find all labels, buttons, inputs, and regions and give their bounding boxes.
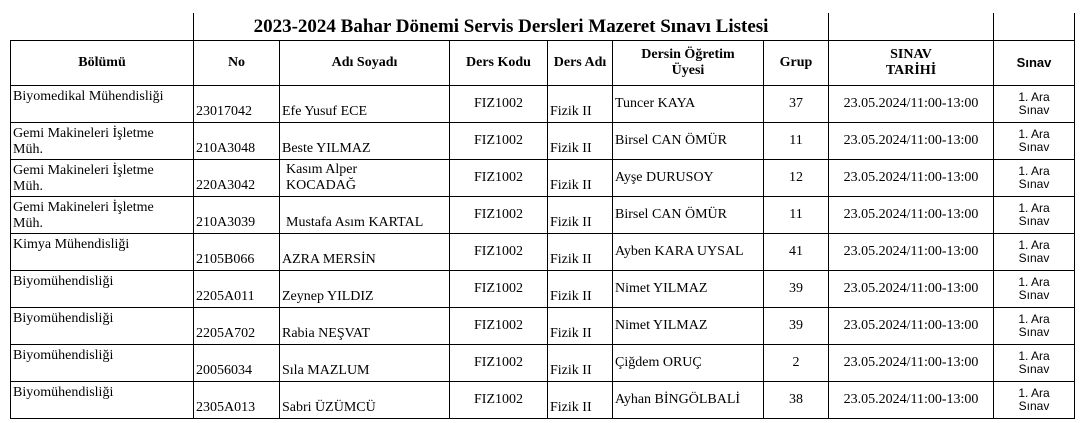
blank-cell <box>994 13 1075 41</box>
cell-no: 20056034 <box>194 345 280 382</box>
cell-ad-soyad <box>280 86 450 123</box>
cell-ad-soyad-line-1: Sıla MAZLUM <box>282 363 370 378</box>
table-row <box>11 234 1075 271</box>
cell-ders-adi: Fizik II <box>548 382 613 419</box>
cell-bolum-line-1: Biyomühendisliği <box>13 348 114 363</box>
cell-ders-adi: Fizik II <box>548 308 613 345</box>
cell-sinav-tarihi: 23.05.2024/11:00-13:00 <box>829 308 994 345</box>
blank-cell <box>11 13 194 41</box>
cell-sinav-line-2: Sınav <box>1018 325 1050 339</box>
cell-ad-soyad <box>280 197 450 234</box>
cell-ders-adi: Fizik II <box>548 123 613 160</box>
cell-sinav <box>994 86 1075 123</box>
cell-no: 2305A013 <box>194 382 280 419</box>
cell-bolum-line-2: Müh. <box>13 216 43 231</box>
cell-sinav-line-1: 1. Ara <box>1018 238 1050 252</box>
cell-ders-adi: Fizik II <box>548 160 613 197</box>
cell-bolum-line-2: Müh. <box>13 142 43 157</box>
cell-bolum <box>11 197 194 234</box>
cell-grup: 12 <box>764 160 829 197</box>
cell-ad-soyad-line-2: KOCADAĞ <box>286 178 356 193</box>
header-ders-kodu: Ders Kodu <box>450 41 548 86</box>
header-no: No <box>194 41 280 86</box>
cell-ad-soyad-line-1: AZRA MERSİN <box>282 252 376 267</box>
cell-sinav-line-2: Sınav <box>1018 177 1050 191</box>
header-row <box>11 41 1075 86</box>
cell-bolum <box>11 234 194 271</box>
cell-bolum-line-1: Kimya Mühendisliği <box>13 237 130 252</box>
cell-sinav <box>994 160 1075 197</box>
cell-ders-adi: Fizik II <box>548 86 613 123</box>
cell-ders-kodu: FIZ1002 <box>450 271 548 308</box>
cell-ogretim-uyesi: Ayben KARA UYSAL <box>613 234 764 271</box>
cell-ogretim-uyesi: Çiğdem ORUÇ <box>613 345 764 382</box>
cell-ad-soyad <box>280 308 450 345</box>
cell-sinav <box>994 308 1075 345</box>
cell-sinav <box>994 123 1075 160</box>
cell-grup: 39 <box>764 271 829 308</box>
cell-bolum <box>11 382 194 419</box>
cell-bolum-line-1: Biyomühendisliği <box>13 385 114 400</box>
cell-ogretim-uyesi: Tuncer KAYA <box>613 86 764 123</box>
cell-ders-kodu: FIZ1002 <box>450 234 548 271</box>
cell-sinav-tarihi: 23.05.2024/11:00-13:00 <box>829 382 994 419</box>
cell-sinav-line-2: Sınav <box>1018 362 1050 376</box>
cell-ogretim-uyesi: Birsel CAN ÖMÜR <box>613 197 764 234</box>
cell-bolum-line-1: Gemi Makineleri İşletme <box>13 200 154 215</box>
cell-ad-soyad-line-1: Beste YILMAZ <box>282 141 371 156</box>
cell-sinav <box>994 271 1075 308</box>
blank-cell <box>829 13 994 41</box>
cell-sinav-tarihi: 23.05.2024/11:00-13:00 <box>829 271 994 308</box>
header-bolum: Bölümü <box>11 41 194 86</box>
cell-sinav-line-2: Sınav <box>1018 103 1050 117</box>
header-ogretim-uyesi <box>613 41 764 86</box>
cell-sinav-line-2: Sınav <box>1018 288 1050 302</box>
cell-sinav-tarihi: 23.05.2024/11:00-13:00 <box>829 345 994 382</box>
cell-ders-adi: Fizik II <box>548 271 613 308</box>
header-tarih-line-2: TARİHİ <box>885 63 937 78</box>
cell-grup: 38 <box>764 382 829 419</box>
header-tarih-line-1: SINAV <box>890 47 932 62</box>
cell-ogretim-uyesi: Ayşe DURUSOY <box>613 160 764 197</box>
table-row <box>11 345 1075 382</box>
cell-sinav-line-1: 1. Ara <box>1018 386 1050 400</box>
cell-ad-soyad-line-1: Mustafa Asım KARTAL <box>286 215 424 230</box>
table-row <box>11 308 1075 345</box>
cell-sinav-line-1: 1. Ara <box>1018 312 1050 326</box>
cell-sinav-line-1: 1. Ara <box>1018 201 1050 215</box>
cell-sinav-line-1: 1. Ara <box>1018 164 1050 178</box>
cell-ogretim-uyesi: Birsel CAN ÖMÜR <box>613 123 764 160</box>
cell-no: 220A3042 <box>194 160 280 197</box>
cell-sinav-line-1: 1. Ara <box>1018 275 1050 289</box>
cell-ad-soyad <box>280 345 450 382</box>
cell-ogretim-uyesi: Ayhan BİNGÖLBALİ <box>613 382 764 419</box>
cell-no: 210A3048 <box>194 123 280 160</box>
cell-ders-kodu: FIZ1002 <box>450 197 548 234</box>
table-row <box>11 86 1075 123</box>
cell-no: 2205A702 <box>194 308 280 345</box>
header-ders-adi: Ders Adı <box>548 41 613 86</box>
cell-bolum <box>11 271 194 308</box>
cell-bolum-line-1: Biyomedikal Mühendisliği <box>13 89 164 104</box>
header-uye-line-2: Üyesi <box>671 63 705 78</box>
cell-ad-soyad <box>280 234 450 271</box>
cell-ders-adi: Fizik II <box>548 197 613 234</box>
cell-ad-soyad <box>280 382 450 419</box>
cell-ad-soyad-line-1: Sabri ÜZÜMCÜ <box>282 400 376 415</box>
cell-grup: 41 <box>764 234 829 271</box>
cell-bolum <box>11 345 194 382</box>
header-uye-line-1: Dersin Öğretim <box>641 47 735 62</box>
cell-bolum <box>11 123 194 160</box>
table-row <box>11 197 1075 234</box>
header-ad: Adı Soyadı <box>280 41 450 86</box>
cell-bolum-line-1: Biyomühendisliği <box>13 311 114 326</box>
table-row <box>11 160 1075 197</box>
table-row <box>11 123 1075 160</box>
cell-bolum <box>11 86 194 123</box>
cell-bolum-line-1: Biyomühendisliği <box>13 274 114 289</box>
cell-ogretim-uyesi: Nimet YILMAZ <box>613 308 764 345</box>
cell-grup: 37 <box>764 86 829 123</box>
cell-sinav-tarihi: 23.05.2024/11:00-13:00 <box>829 86 994 123</box>
page-title: 2023-2024 Bahar Dönemi Servis Dersleri Mazeret Sınavı Listesi <box>194 13 829 41</box>
cell-bolum <box>11 308 194 345</box>
cell-sinav-tarihi: 23.05.2024/11:00-13:00 <box>829 234 994 271</box>
cell-sinav-tarihi: 23.05.2024/11:00-13:00 <box>829 160 994 197</box>
cell-sinav-tarihi: 23.05.2024/11:00-13:00 <box>829 123 994 160</box>
cell-ders-kodu: FIZ1002 <box>450 382 548 419</box>
cell-grup: 11 <box>764 197 829 234</box>
cell-ders-kodu: FIZ1002 <box>450 123 548 160</box>
header-grup: Grup <box>764 41 829 86</box>
cell-grup: 2 <box>764 345 829 382</box>
table-row <box>11 382 1075 419</box>
cell-ders-kodu: FIZ1002 <box>450 160 548 197</box>
cell-grup: 39 <box>764 308 829 345</box>
cell-ad-soyad-line-1: Zeynep YILDIZ <box>282 289 374 304</box>
cell-ders-adi: Fizik II <box>548 345 613 382</box>
cell-sinav-line-2: Sınav <box>1018 140 1050 154</box>
cell-bolum-line-1: Gemi Makineleri İşletme <box>13 126 154 141</box>
cell-ders-kodu: FIZ1002 <box>450 308 548 345</box>
cell-sinav <box>994 234 1075 271</box>
cell-sinav-line-1: 1. Ara <box>1018 127 1050 141</box>
table-row <box>11 271 1075 308</box>
cell-no: 2205A011 <box>194 271 280 308</box>
cell-ad-soyad <box>280 271 450 308</box>
cell-no: 23017042 <box>194 86 280 123</box>
cell-bolum-line-2: Müh. <box>13 179 43 194</box>
header-sinav: Sınav <box>994 41 1075 86</box>
cell-sinav <box>994 382 1075 419</box>
cell-no: 210A3039 <box>194 197 280 234</box>
cell-ad-soyad <box>280 160 450 197</box>
header-sinav-tarihi <box>829 41 994 86</box>
cell-ders-kodu: FIZ1002 <box>450 86 548 123</box>
cell-sinav-tarihi: 23.05.2024/11:00-13:00 <box>829 197 994 234</box>
cell-ad-soyad-line-1: Kasım Alper <box>286 162 358 177</box>
cell-sinav-line-2: Sınav <box>1018 214 1050 228</box>
cell-bolum-line-1: Gemi Makineleri İşletme <box>13 163 154 178</box>
cell-no: 2105B066 <box>194 234 280 271</box>
cell-sinav <box>994 197 1075 234</box>
title-row <box>11 13 1075 41</box>
cell-grup: 11 <box>764 123 829 160</box>
cell-sinav-line-1: 1. Ara <box>1018 349 1050 363</box>
cell-ders-adi: Fizik II <box>548 234 613 271</box>
cell-sinav-line-2: Sınav <box>1018 251 1050 265</box>
cell-bolum <box>11 160 194 197</box>
cell-ad-soyad-line-1: Rabia NEŞVAT <box>282 326 371 341</box>
cell-sinav-line-2: Sınav <box>1018 399 1050 413</box>
cell-ad-soyad <box>280 123 450 160</box>
cell-ders-kodu: FIZ1002 <box>450 345 548 382</box>
cell-sinav-line-1: 1. Ara <box>1018 90 1050 104</box>
cell-sinav <box>994 345 1075 382</box>
exam-list-table <box>10 13 1075 419</box>
cell-ogretim-uyesi: Nimet YILMAZ <box>613 271 764 308</box>
cell-ad-soyad-line-1: Efe Yusuf ECE <box>282 104 368 119</box>
